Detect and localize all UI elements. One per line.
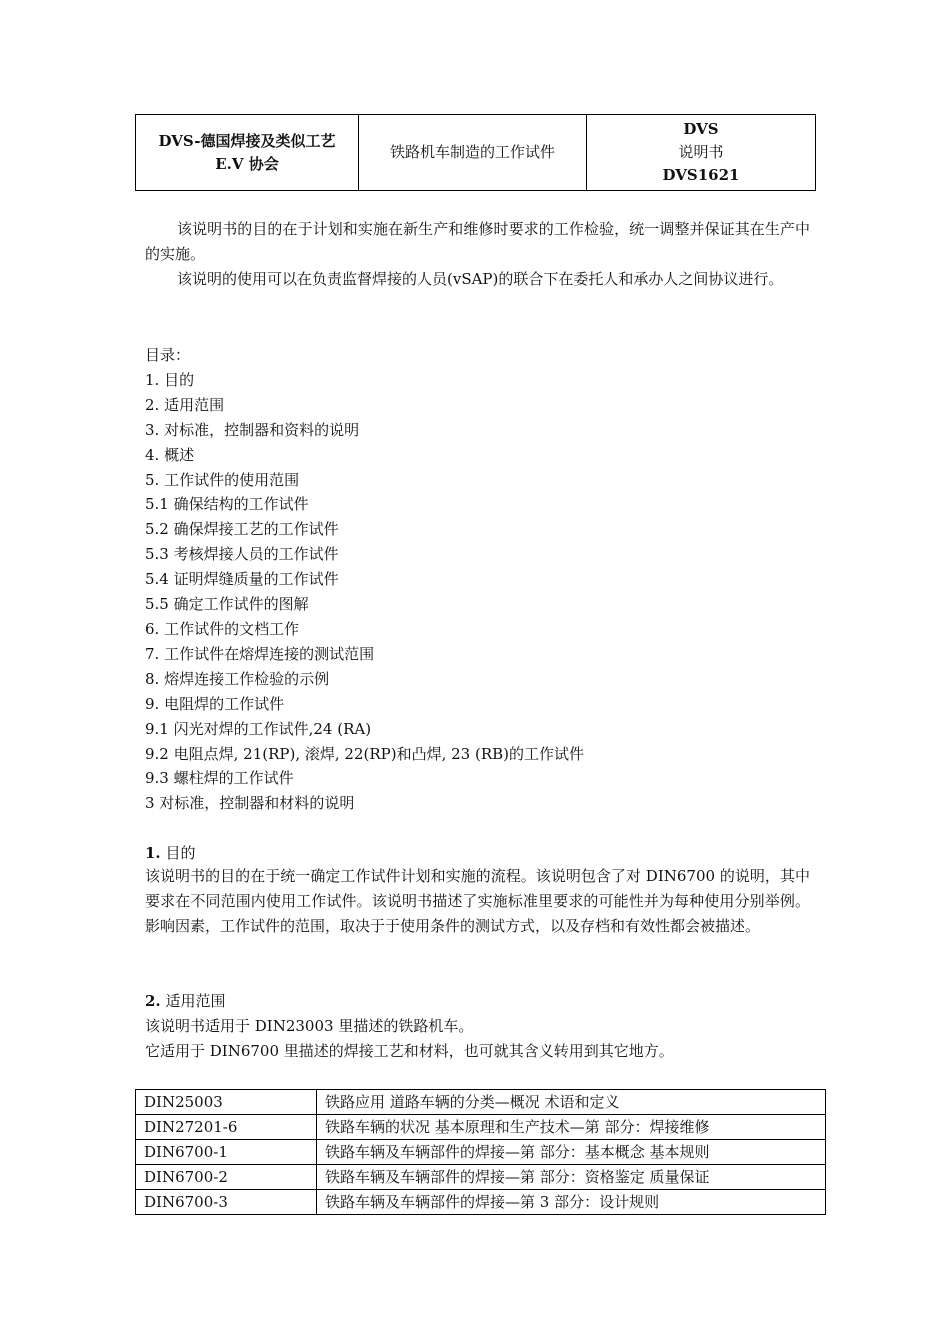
toc-item: 2. 适用范围	[145, 395, 225, 414]
header-document-code	[587, 115, 816, 191]
toc-item: 9.2 电阻点焊, 21(RP), 滚焊, 22(RP)和凸焊, 23 (RB)的工作试件	[145, 744, 585, 763]
toc-item: 6. 工作试件的文档工作	[145, 619, 300, 638]
table-row	[136, 1165, 826, 1190]
section-2-heading	[145, 989, 225, 1013]
standard-code: DIN6700-2	[136, 1165, 317, 1190]
standard-code: DIN6700-3	[136, 1190, 317, 1215]
standard-description: 铁路应用 道路车辆的分类—概况 术语和定义	[317, 1090, 826, 1115]
header-org-line1: DVS-德国焊接及类似工艺	[158, 131, 336, 150]
toc-item: 5.1 确保结构的工作试件	[145, 495, 309, 514]
section-2-line-2: 它适用于 DIN6700 里描述的焊接工艺和材料，也可就其含义转用到其它地方。	[145, 1042, 674, 1060]
intro-paragraph-2: 该说明的使用可以在负责监督焊接的人员(vSAP)的联合下在委托人和承办人之间协议进行。	[177, 270, 784, 288]
section-2-title: 适用范围	[165, 992, 226, 1010]
header-organization	[136, 115, 359, 191]
header-org-line2: E.V 协会	[215, 154, 279, 173]
toc-item: 3. 对标准，控制器和资料的说明	[145, 420, 360, 439]
section-1-heading	[145, 841, 195, 865]
toc-item: 1. 目的	[145, 370, 195, 389]
header-code-top: DVS	[683, 120, 719, 138]
toc-item: 8. 熔焊连接工作检验的示例	[145, 669, 330, 688]
standards-reference-table	[135, 1089, 826, 1215]
section-1-title: 目的	[165, 844, 196, 862]
header-document-title: 铁路机车制造的工作试件	[359, 115, 587, 191]
standard-description: 铁路车辆及车辆部件的焊接—第 部分：资格鉴定 质量保证	[317, 1165, 826, 1190]
header-table	[135, 114, 816, 191]
toc-item: 5.4 证明焊缝质量的工作试件	[145, 570, 339, 589]
toc-item: 9.3 螺柱焊的工作试件	[145, 769, 294, 788]
toc-item: 7. 工作试件在熔焊连接的测试范围	[145, 644, 375, 663]
toc-heading: 目录：	[145, 346, 191, 364]
toc-item: 5.3 考核焊接人员的工作试件	[145, 545, 339, 564]
toc-item: 9. 电阻焊的工作试件	[145, 694, 285, 713]
header-code-bottom: DVS1621	[662, 166, 740, 184]
section-2-line-1: 该说明书适用于 DIN23003 里描述的铁路机车。	[145, 1017, 474, 1035]
toc-item: 9.1 闪光对焊的工作试件,24 (RA)	[145, 719, 372, 738]
standard-code: DIN27201-6	[136, 1115, 317, 1140]
table-row	[136, 1115, 826, 1140]
intro-paragraph-1: 该说明书的目的在于计划和实施在新生产和维修时要求的工作检验，统一调整并保证其在生产中的实施。	[145, 220, 810, 263]
table-row	[136, 1190, 826, 1215]
toc-item: 4. 概述	[145, 445, 195, 464]
standard-description: 铁路车辆及车辆部件的焊接—第 3 部分：设计规则	[317, 1190, 826, 1215]
section-1-body: 该说明书的目的在于统一确定工作试件计划和实施的流程。该说明包含了对 DIN6700 的说明，其中要求在不同范围内使用工作试件。该说明书描述了实施标准里要求的可能性并为每种使用分别举例。影响因素，工作试件的范围，取决于于使用条件的测试方式，以及存档和有效性都会被描述。	[145, 867, 810, 935]
table-row	[136, 1140, 826, 1165]
table-of-contents	[145, 343, 584, 816]
standard-code: DIN6700-1	[136, 1140, 317, 1165]
header-code-mid: 说明书	[678, 143, 724, 161]
table-row	[136, 1090, 826, 1115]
section-1-number: 1.	[145, 844, 161, 862]
standard-description: 铁路车辆的状况 基本原理和生产技术—第 部分：焊接维修	[317, 1115, 826, 1140]
standard-code: DIN25003	[136, 1090, 317, 1115]
toc-item: 5.5 确定工作试件的图解	[145, 595, 309, 614]
standard-description: 铁路车辆及车辆部件的焊接—第 部分：基本概念 基本规则	[317, 1140, 826, 1165]
toc-item: 3 对标准，控制器和材料的说明	[145, 794, 355, 813]
toc-item: 5. 工作试件的使用范围	[145, 470, 300, 489]
section-2-number: 2.	[145, 992, 161, 1010]
toc-item: 5.2 确保焊接工艺的工作试件	[145, 520, 339, 539]
